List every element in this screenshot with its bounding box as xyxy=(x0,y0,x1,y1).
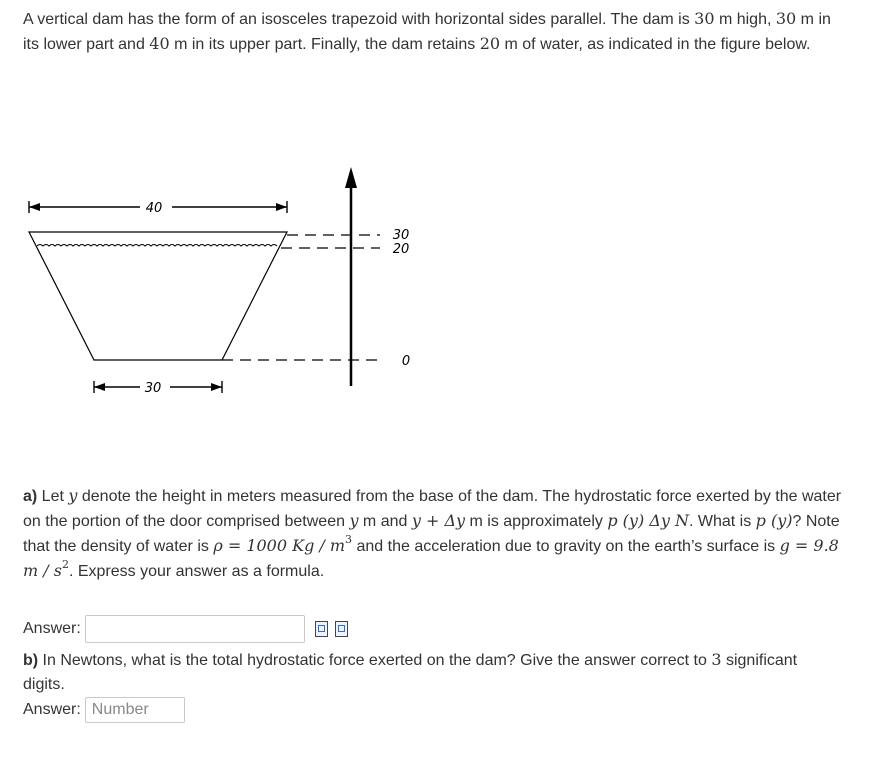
part-a-answer-label: Answer: xyxy=(23,620,81,637)
water-depth-value: 20 xyxy=(479,34,501,53)
part-a-text xyxy=(23,484,848,584)
part-a-part: . What is xyxy=(688,513,756,530)
math-density-exponent: 3 xyxy=(345,533,353,546)
math-p-of-y: p (y) xyxy=(755,511,793,530)
dam-upper-value: 40 xyxy=(149,34,170,53)
axis-arrow-icon xyxy=(345,167,357,188)
part-b-text xyxy=(23,648,843,697)
part-b-answer-row xyxy=(23,697,185,723)
part-a-part: Let xyxy=(37,488,69,505)
part-b-answer-input[interactable] xyxy=(85,697,185,723)
math-y: y xyxy=(68,486,78,505)
math-density: ρ = 1000 Kg / m xyxy=(213,536,346,555)
part-b-label: b) xyxy=(23,652,39,669)
math-y: y xyxy=(349,511,359,530)
part-b-answer-label: Answer: xyxy=(23,701,81,718)
dam-lower-value: 30 xyxy=(775,9,797,28)
part-a-part: . Express your answer as a formula. xyxy=(68,563,325,580)
bottom-width-label: 30 xyxy=(144,381,162,396)
formula-preview-icon[interactable] xyxy=(335,621,348,637)
level-lines xyxy=(222,235,380,360)
intro-part: m in its lower part and xyxy=(23,11,831,53)
formula-editor-icon[interactable] xyxy=(315,621,328,637)
part-a-part: ? Note that the density of water is xyxy=(23,513,840,555)
math-y-plus-dy: y + Δy xyxy=(411,511,466,530)
part-a-part: denote the height in meters measured from the base of the dam. The hydrostatic force exerted by the water on the portion of the door comprised between xyxy=(23,488,842,530)
axis-label-20: 20 xyxy=(392,242,410,257)
part-a-part: and the acceleration due to gravity on the earth’s surface is xyxy=(352,538,780,555)
sig-digits-value: 3 xyxy=(711,650,722,669)
dam-height-value: 30 xyxy=(694,9,715,28)
axis-label-0: 0 xyxy=(401,354,411,369)
intro-part: m high, xyxy=(714,11,776,28)
intro-part: m of water, as indicated in the figure below. xyxy=(500,36,811,53)
intro-part: m in its upper part. Finally, the dam retains xyxy=(169,36,480,53)
part-a-answer-row xyxy=(23,615,348,643)
math-gravity: g = 9.8 m / s xyxy=(23,536,839,580)
part-b-part: significant digits. xyxy=(23,652,798,693)
math-force-expr: p (y) Δy N xyxy=(607,511,689,530)
part-a-part: m is approximately xyxy=(465,513,608,530)
part-b-part: In Newtons, what is the total hydrostatic force exerted on the dam? Give the answer correct to xyxy=(38,652,712,669)
height-axis xyxy=(345,167,357,386)
part-a-answer-input[interactable] xyxy=(85,615,305,643)
part-a-part: m and xyxy=(358,513,412,530)
top-width-label: 40 xyxy=(145,201,163,216)
dam-trapezoid xyxy=(29,232,287,360)
water-surface xyxy=(37,245,277,247)
part-a-label: a) xyxy=(23,488,38,505)
intro-part: A vertical dam has the form of an isosceles trapezoid with horizontal sides parallel. The dam is xyxy=(23,11,695,28)
math-gravity-exponent: 2 xyxy=(61,558,69,571)
axis-label-30: 30 xyxy=(392,228,410,243)
